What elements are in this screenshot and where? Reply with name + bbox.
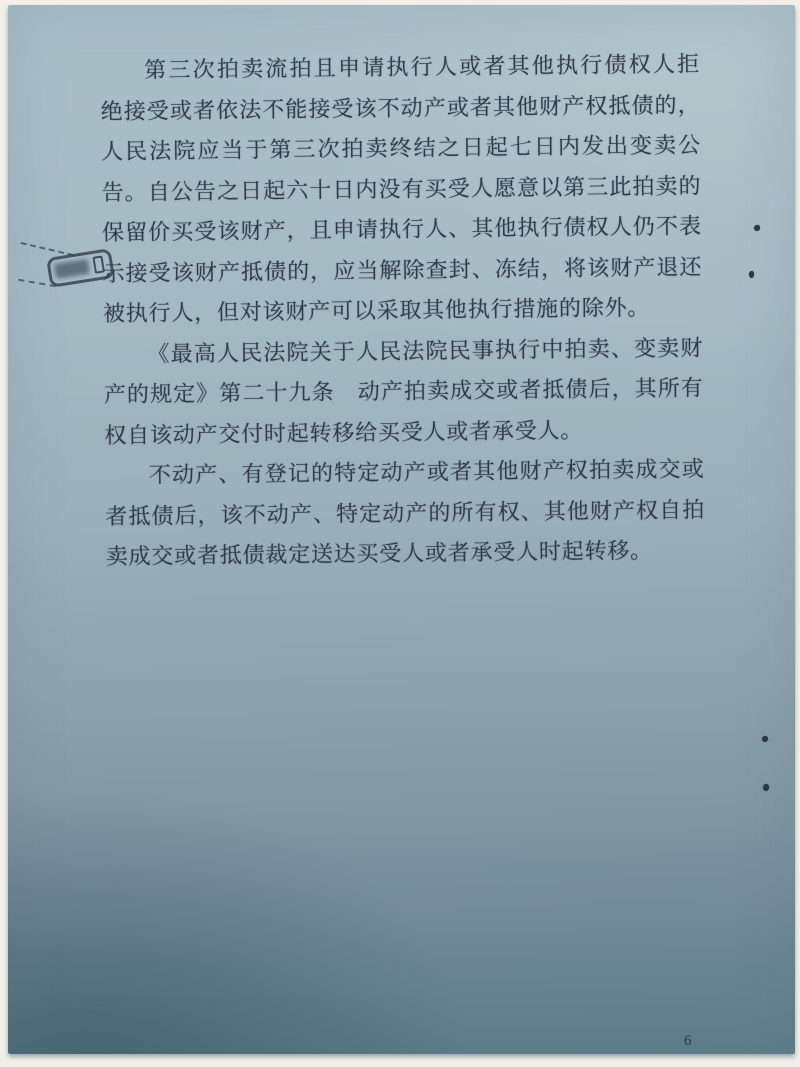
text-line: 示接受该财产抵债的，应当解除查封、冻结，将该财产退还 <box>102 253 702 286</box>
text-line: 《最高人民法院关于人民法院民事执行中拍卖、变卖财 <box>147 334 703 366</box>
ink-dot <box>762 736 768 742</box>
text-line: 绝接受或者依法不能接受该不动产或者其他财产权抵债的， <box>100 91 700 124</box>
text-line: 权自该动产交付时起转移给买受人或者承受人。 <box>104 417 584 448</box>
page-number: 6 <box>684 1033 692 1049</box>
text-line: 卖成交或者抵债裁定送达买受人或者承受人时起转移。 <box>105 537 654 569</box>
ink-dot <box>763 784 769 791</box>
ink-dot <box>754 225 760 231</box>
text-line: 者抵债后，该不动产、特定动产的所有权、其他财产权自拍 <box>105 496 705 529</box>
text-line: 保留价买受该财产，且申请执行人、其他执行债权人仍不表 <box>101 213 702 245</box>
stamp-dash-mark <box>20 242 73 256</box>
stamp-glyph <box>92 255 105 273</box>
text-line: 被执行人，但对该财产可以采取其他执行措施的除外。 <box>102 294 651 326</box>
text-line: 人民法院应当于第三次拍卖终结之日起七日内发出变卖公 <box>100 132 701 164</box>
text-line: 产的规定》第二十九条 动产拍卖成交或者抵债后，其所有 <box>103 375 704 407</box>
stamp-ink-smudge <box>54 259 90 279</box>
text-line: 告。自公告之日起六十日内没有买受人愿意以第三此拍卖的 <box>101 172 701 205</box>
text-line: 第三次拍卖流拍且申请执行人或者其他执行债权人拒 <box>144 51 700 83</box>
document-page <box>8 5 795 1054</box>
text-line: 不动产、有登记的特定动产或者其他财产权拍卖成交或 <box>148 456 704 488</box>
text-block <box>100 44 705 577</box>
ink-dot <box>749 271 754 278</box>
